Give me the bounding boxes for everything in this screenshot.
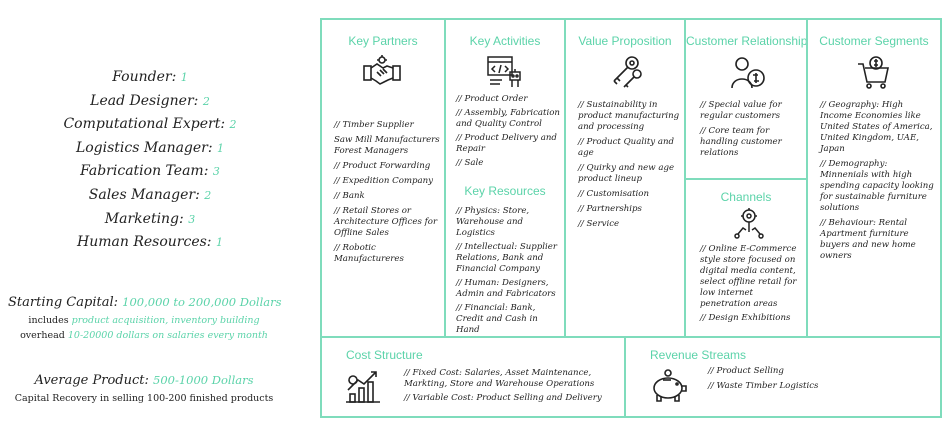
starting-capital [8, 292, 280, 343]
list-item: // Timber Supplier [334, 120, 414, 130]
list-item: // Intellectual: Supplier Relations, Bank and Financial Company [456, 242, 557, 274]
list-item: // Behaviour: Rental Apartment furniture buyers and new home owners [820, 218, 916, 261]
list-item: Saw Mill Manufacturers Forest Managers [334, 135, 440, 156]
list-item: // Financial: Bank, Credit and Cash in Hand [456, 303, 538, 335]
shopping-cart-icon [856, 54, 892, 90]
average-product-line: Average Product: 500-1000 Dollars [34, 373, 254, 388]
cost-structure-list [404, 368, 620, 407]
team-row-lead-designer: Lead Designer: 2 [90, 92, 210, 109]
list-item: // Design Exhibitions [700, 313, 791, 323]
person-coin-icon [730, 54, 766, 90]
key-partners-title: Key Partners [348, 34, 418, 48]
customer-segments-cell [806, 18, 942, 338]
customer-segments-list [820, 100, 936, 266]
list-item: // Sale [456, 158, 484, 168]
customer-segments-title: Customer Segments [819, 34, 929, 48]
list-item: // Product Forwarding [334, 161, 431, 171]
average-product [8, 370, 280, 406]
team-row-logistics-manager: Logistics Manager: 1 [75, 139, 225, 156]
list-item: // Variable Cost: Product Selling and Delivery [404, 393, 602, 403]
team-row-fabrication-team: Fabrication Team: 3 [80, 163, 220, 180]
customer-relationship-list [700, 100, 804, 163]
key-partners-cell [320, 18, 446, 338]
team-row-computational-expert: Computational Expert: 2 [63, 116, 237, 133]
channels-list [700, 244, 804, 327]
capital-includes-line: includes product acquisition, inventory building [28, 315, 260, 326]
cost-structure-cell [320, 336, 626, 418]
list-item: // Retail Stores or Architecture Offices for Offline Sales [334, 206, 438, 238]
network-hand-icon [732, 206, 766, 240]
list-item: // Physics: Store, Warehouse and Logistics [456, 206, 530, 238]
list-item: // Sustainability in product manufacturing and processing [578, 100, 680, 132]
capital-recovery-line: Capital Recovery in selling 100-200 finished products [14, 393, 274, 404]
revenue-streams-title: Revenue Streams [650, 348, 747, 362]
customer-relationship-title: Customer Relationship [686, 34, 808, 48]
list-item: // Partnerships [578, 204, 642, 214]
revenue-streams-cell [624, 336, 942, 418]
list-item: // Online E-Commerce style store focused on digital media content, select offline retail for low internet penetration areas [700, 244, 797, 309]
value-proposition-title: Value Proposition [578, 34, 672, 48]
key-partners-list [334, 120, 442, 269]
list-item: // Service [578, 219, 620, 229]
code-robot-icon [486, 54, 526, 90]
list-item: // Product Delivery and Repair [456, 133, 557, 154]
team-row-human-resources: Human Resources: 1 [77, 234, 223, 251]
team-list [60, 66, 240, 255]
keys-icon [608, 54, 644, 90]
list-item: // Special value for regular customers [700, 100, 782, 121]
key-activities-title: Key Activities [469, 34, 541, 48]
starting-capital-line: Starting Capital: 100,000 to 200,000 Dollars [8, 295, 282, 310]
list-item: // Human: Designers, Admin and Fabricators [456, 278, 556, 299]
list-item: // Expedition Company [334, 176, 434, 186]
list-item: // Bank [334, 191, 365, 201]
list-item: // Product Order [456, 94, 528, 104]
piggy-bank-icon [648, 368, 688, 404]
key-activities-cell [444, 18, 566, 338]
value-proposition-cell [564, 18, 686, 338]
team-row-founder: Founder: 1 [112, 69, 188, 85]
list-item: // Assembly, Fabrication and Quality Control [456, 108, 560, 129]
list-item: // Core team for handling customer relations [700, 126, 782, 158]
channels-title: Channels [720, 190, 772, 204]
handshake-icon [362, 54, 402, 92]
list-item: // Waste Timber Logistics [708, 381, 819, 391]
list-item: // Customisation [578, 189, 650, 199]
list-item: // Fixed Cost: Salaries, Asset Maintenance, Markting, Store and Warehouse Operations [404, 368, 595, 389]
list-item: // Geography: High Income Economies like United States of America, United Kingdom, UAE, Japan [820, 100, 933, 154]
list-item: // Product Selling [708, 366, 784, 376]
team-row-sales-manager: Sales Manager: 2 [88, 186, 212, 203]
team-row-marketing: Marketing: 3 [104, 210, 196, 227]
capital-overhead-line: overhead 10-20000 dollars on salaries every month [20, 330, 268, 341]
list-item: // Product Quality and age [578, 137, 675, 158]
cost-structure-title: Cost Structure [346, 348, 423, 362]
value-proposition-list [578, 100, 682, 234]
customer-relationship-cell [684, 18, 808, 180]
key-activities-list [456, 94, 562, 172]
key-resources-title: Key Resources [464, 184, 546, 198]
list-item: // Robotic Manufactureres [334, 243, 404, 264]
list-item: // Quirky and new age product lineup [578, 163, 675, 184]
channels-cell [684, 178, 808, 338]
growth-chart-icon [344, 368, 382, 404]
list-item: // Demography: Minnenials with high spending capacity looking for sustainable furniture solutions [820, 159, 934, 213]
key-resources-list [456, 206, 562, 339]
revenue-streams-list [708, 366, 908, 396]
